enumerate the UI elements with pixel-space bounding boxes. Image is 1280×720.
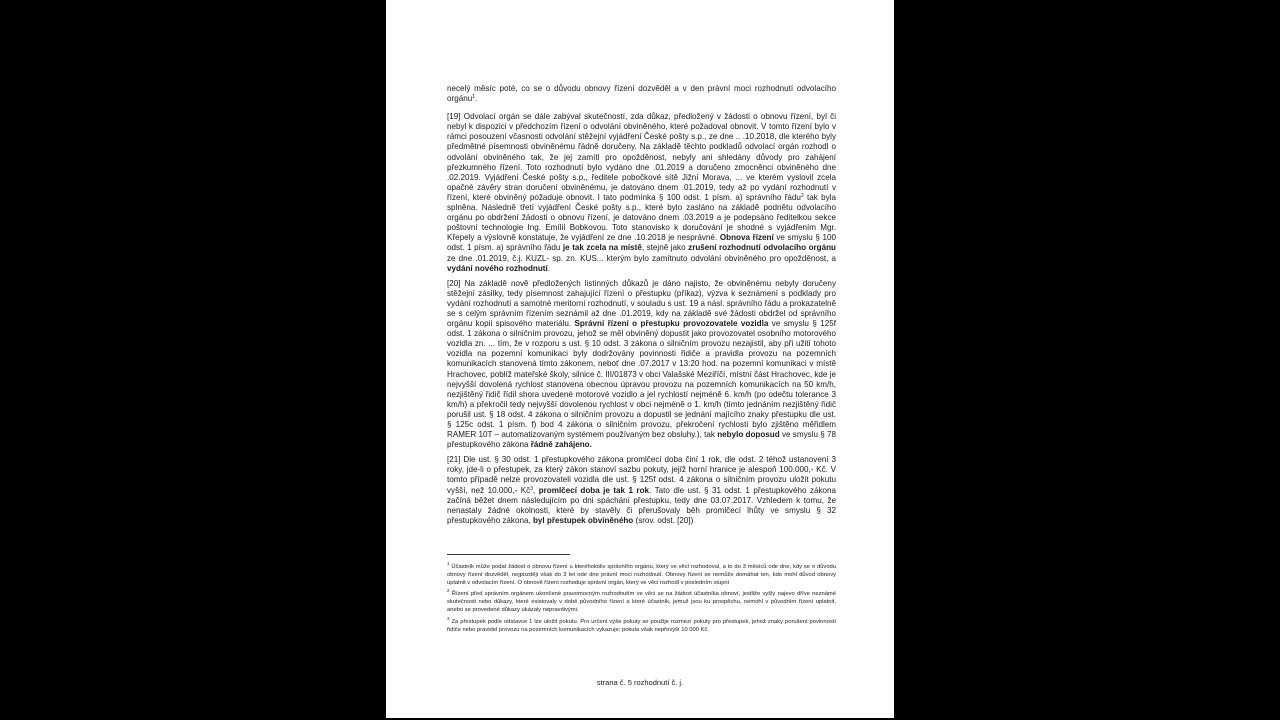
footnote-divider — [447, 554, 570, 555]
paragraph-19 — [447, 112, 836, 274]
paragraph-21-text: [21] Dle ust. § 30 odst. 1 přestupkového zákona promlčecí doba činí 1 rok, dle odst. 2 téhož ustanovení 3 roky, jde-li o přestupek, za který zákon stanoví sazbu pokuty, jejíž horní hranice je alespoň 100.000,- Kč. V tomto případě nelze provozovateli vozidla dle ust. § 125f odst. 4 zákona o silničním provozu uložit pokutu vyšší, než 10.000,- Kč — [447, 455, 836, 495]
paragraph-21-text: (srov. odst. [20]) — [633, 515, 694, 525]
footnote-number: 3 — [447, 615, 450, 621]
paragraph-19-text: . — [547, 263, 550, 273]
footnote-ref-1: 1 — [472, 94, 475, 101]
paragraph-21: [21] Dle ust. § 30 odst. 1 přestupkového zákona promlčecí doba činí 1 rok, dle odst. 2 téhož ustanovení 3 roky, jde-li o přestupek, za který zákon stanoví sazbu pokuty, jejíž horní hranice je alespoň 100.000,- Kč. V tomto případě nelze provozovateli vozidla dle ust. § 125f odst. 4 zákona o silničním provozu uložit pokutu vyšší, než 10.000,- $Kč^3$, promlčecí doba je tak 1 rok. Tato dle ust. § 31 odst. 1 přestupkového zákona začíná běžet dnem následujícím po dni spáchání přestupku, tedy dne 03.07.2017. Vzhledem k tomu, že nenastaly žádné okolnosti, které by stavěly či přerušovaly běh promlčecí lhůty ve smyslu § 32 přestupkového zákona, byl přestupek obviněného (srov. odst. [20]) — [447, 455, 837, 525]
paragraph-intro-text: necelý měsíc poté, co se o důvodu obnovy řízení dozvěděl a v den právní moci rozhodnutí odvolacího orgánu — [447, 84, 836, 104]
footnote-text: Řízení před správním orgánem ukončené pravomocným rozhodnutím ve věci se na žádost účastníka obnoví, jestliže vyšly najevo dříve neznámé skutečnosti nebo důkazy, které existovaly v době původního řízení a které účastník, jemuž jsou ku prospěchu, nemohl v původním řízení uplatnit, anebo se provedené důkazy ukázaly nepravdivými. — [447, 591, 836, 614]
paragraph-21-bold: byl přestupek obviněného — [532, 515, 634, 525]
paragraph-20 — [447, 279, 836, 451]
paragraph-19-text: ve smyslu § 100 odst. 1 písm. a) správního řádu — [447, 233, 836, 253]
paragraph-19-bold: vydání nového rozhodnutí — [447, 263, 548, 273]
footnote-text: Účastník může podat žádost o obnovu řízení u kteréhokoliv správního orgánu, který ve věci rozhodoval, a to do 3 měsíců ode dne, kdy se o důvodu obnovy řízení dozvěděl, nejpozději však do 3 let ode dne právní moci rozhodnutí. Obnovy řízení se nemůže domáhat ten, kdo mohl důvod obnovy uplatnit v odvolacím řízení. O obnově řízení rozhoduje správní orgán, který ve věci rozhodl v posledním stupni — [447, 564, 836, 587]
paragraph-20-text: [20] Na základě nově předložených listinných důkazů je dáno najisto, že obviněnému nebyly doručeny stěžejní zásilky, tedy písemnost zahajující řízení o přestupku (příkaz), výzva k seznámení s podklady pro vydání rozhodnutí a samotné meritorní rozhodnutí, v souladu s ust. 19 a násl. správního řádu a prokazatelně se s celým správním řízením seznámil až dne .01.2019, kdy na základě své žádosti obdržel od správního orgánu kopii spisového materiálu. — [447, 278, 836, 329]
paragraph-19-bold: zrušení rozhodnutí odvolacího orgánu — [688, 243, 836, 253]
paragraph-21-text: . Tato dle ust. § 31 odst. 1 přestupkového zákona začíná běžet dnem následujícím po dni spáchání přestupku, tedy dne 03.07.2017. Vzhledem k tomu, že nenastaly žádné okolnosti, které by stavěly či přerušovaly běh promlčecí lhůty ve smyslu § 32 přestupkového zákona, — [447, 485, 837, 525]
paragraph-19-bold: je tak zcela na místě — [562, 243, 642, 253]
paragraph-20-bold: řádně zahájeno. — [530, 440, 592, 450]
footnote-1 — [447, 563, 836, 587]
paragraph-20-bold: nebylo doposud — [717, 430, 780, 440]
paragraph-19-text: ze dne .01.2019, č.j. KUZL- sp. zn. KUS... kterým bylo zamítnuto odvolání obviněného pro opožděnost, a — [447, 253, 836, 263]
footnotes — [447, 563, 836, 637]
paragraph-19-text: , stejně jako — [641, 243, 686, 253]
footnote-number: 2 — [447, 588, 450, 594]
paragraph-20-text: ve smyslu § 78 přestupkového zákona — [447, 430, 836, 450]
paragraph-20-text: ve smyslu § 125f odst. 1 zákona o silničním provozu, jehož se měl obviněný dopustit jako provozovatel osobního motorového vozidla zn. ... tím, že v rozporu s ust. § 10 odst. 3 zákona o silničním provozu nezajistil, aby při užití tohoto vozidla na pozemní komunikaci byly dodržovány povinnosti řidiče a pravidla provozu na pozemních komunikacích stanovená tímto zákonem, neboť dne .07.2017 v 13:20 hod. na pozemní komunikaci v místě Hrachovec, poblíž mateřské školy, silnice č. III/01873 v obci Valašské Meziříčí, místní část Hrachovec, kde je nejvyšší dovolená rychlost stanovena obecnou úpravou provozu na pozemních komunikacích na 50 km/h, nezjištěný řidič řídil shora uvedené motorové vozidlo a jel rychlostí nejméně 6. km/h (po odečtu tolerance 3 km/h) a překročil tedy nejvyšší dovolenou rychlost v obci nejméně o 1. km/h (tímto jednáním nezjištěný řidič porušil ust. § 18 odst. 4 zákona o silničním provozu a dopustil se jednání majícího znaky přestupku dle ust. § 125c odst. 1 písm. f) bod 4 zákona o silničním provozu, překročení rychlosti bylo zjištěno měřidlem RAMER 10T – automatizovaným systémem používaným bez obsluhy.), tak — [447, 319, 837, 440]
document-body — [447, 84, 836, 531]
paragraph-21-bold: promlčecí doba je tak 1 rok — [538, 485, 650, 495]
footnote-2 — [447, 590, 836, 614]
paragraph-intro: necelý měsíc poté, co se o důvodu obnovy řízení dozvěděl a v den právní moci rozhodnutí odvolacího orgánu$^1$. — [447, 84, 836, 104]
footnote-ref-3: 3 — [530, 485, 533, 492]
footnote-number: 1 — [447, 561, 450, 566]
page-footer: strana č. 5 rozhodnutí č. j. — [596, 678, 684, 687]
paragraph-20-bold: Správní řízení o přestupku provozovatele vozidla — [574, 319, 769, 329]
paragraph-19-text: tak byla splněna. Následně třetí vyjádření České pošty s.p., které bylo zasláno na základě podnětu odvolacího orgánu po obdržení žádosti o obnovu řízení, je datováno dnem .03.2019 a je podepsáno ředitelkou sekce poštovní technologie Ing. Emílií Bobkovou. Toto stanovisko k doručování je shodné s vyjádřením Mgr. Křepely a výslovně konstatuje, že vyjádření ze dne .10.2018 je nesprávné. — [447, 192, 836, 243]
paragraph-19-text: [19] Odvolací orgán se dále zabýval skutečností, zda důkaz, předložený v žádosti o obnovu řízení, byl či nebyl k dispozici v předchozím řízení o odvolání obviněného, které požadoval obnovit. V tomto řízení bylo v rámci posouzení včasnosti odvolání stěžejní vyjádření České pošty s.p., ze dne .. .10.2018, dle kterého byly předmětné písemnosti obviněnému řádně doručeny. Na základě těchto podkladů odvolací orgán rozhodl o odvolání obviněného tak, že jej zamítl pro opožděnost, nebyly ani shledány důvody pro zahájení přezkumného řízení. Toto rozhodnutí bylo vydáno dne .01.2019 a doručeno zmocněnci obviněného dne .02.2019. Vyjádření České pošty s.p., ředitele pobočkové sítě Jižní Morava, ... ve kterém vyslovil zcela opačné závěry stran doručení obviněnému, je datováno dnem .01.2019, tedy až po vydání rozhodnutí v řízení, které obviněný požaduje obnovit. I tato podmínka § 100 odst. 1 písm. a) správního řádu — [447, 112, 836, 202]
footnote-ref-2: 2 — [800, 192, 804, 199]
footnote-text: Za přestupek podle odstavce 1 lze uložit pokutu. Pro určení výše pokuty se použije rozmezí pokuty pro přestupek, jehož znaky porušení povinností řidiče nebo pravidel provozu na pozemních komunikacích vykazuje; pokuta však nepřevýší 10 000 Kč. — [447, 618, 836, 633]
footnote-3 — [447, 615, 836, 634]
paragraph-19-bold: Obnova řízení — [719, 233, 774, 243]
document-page — [386, 0, 894, 718]
